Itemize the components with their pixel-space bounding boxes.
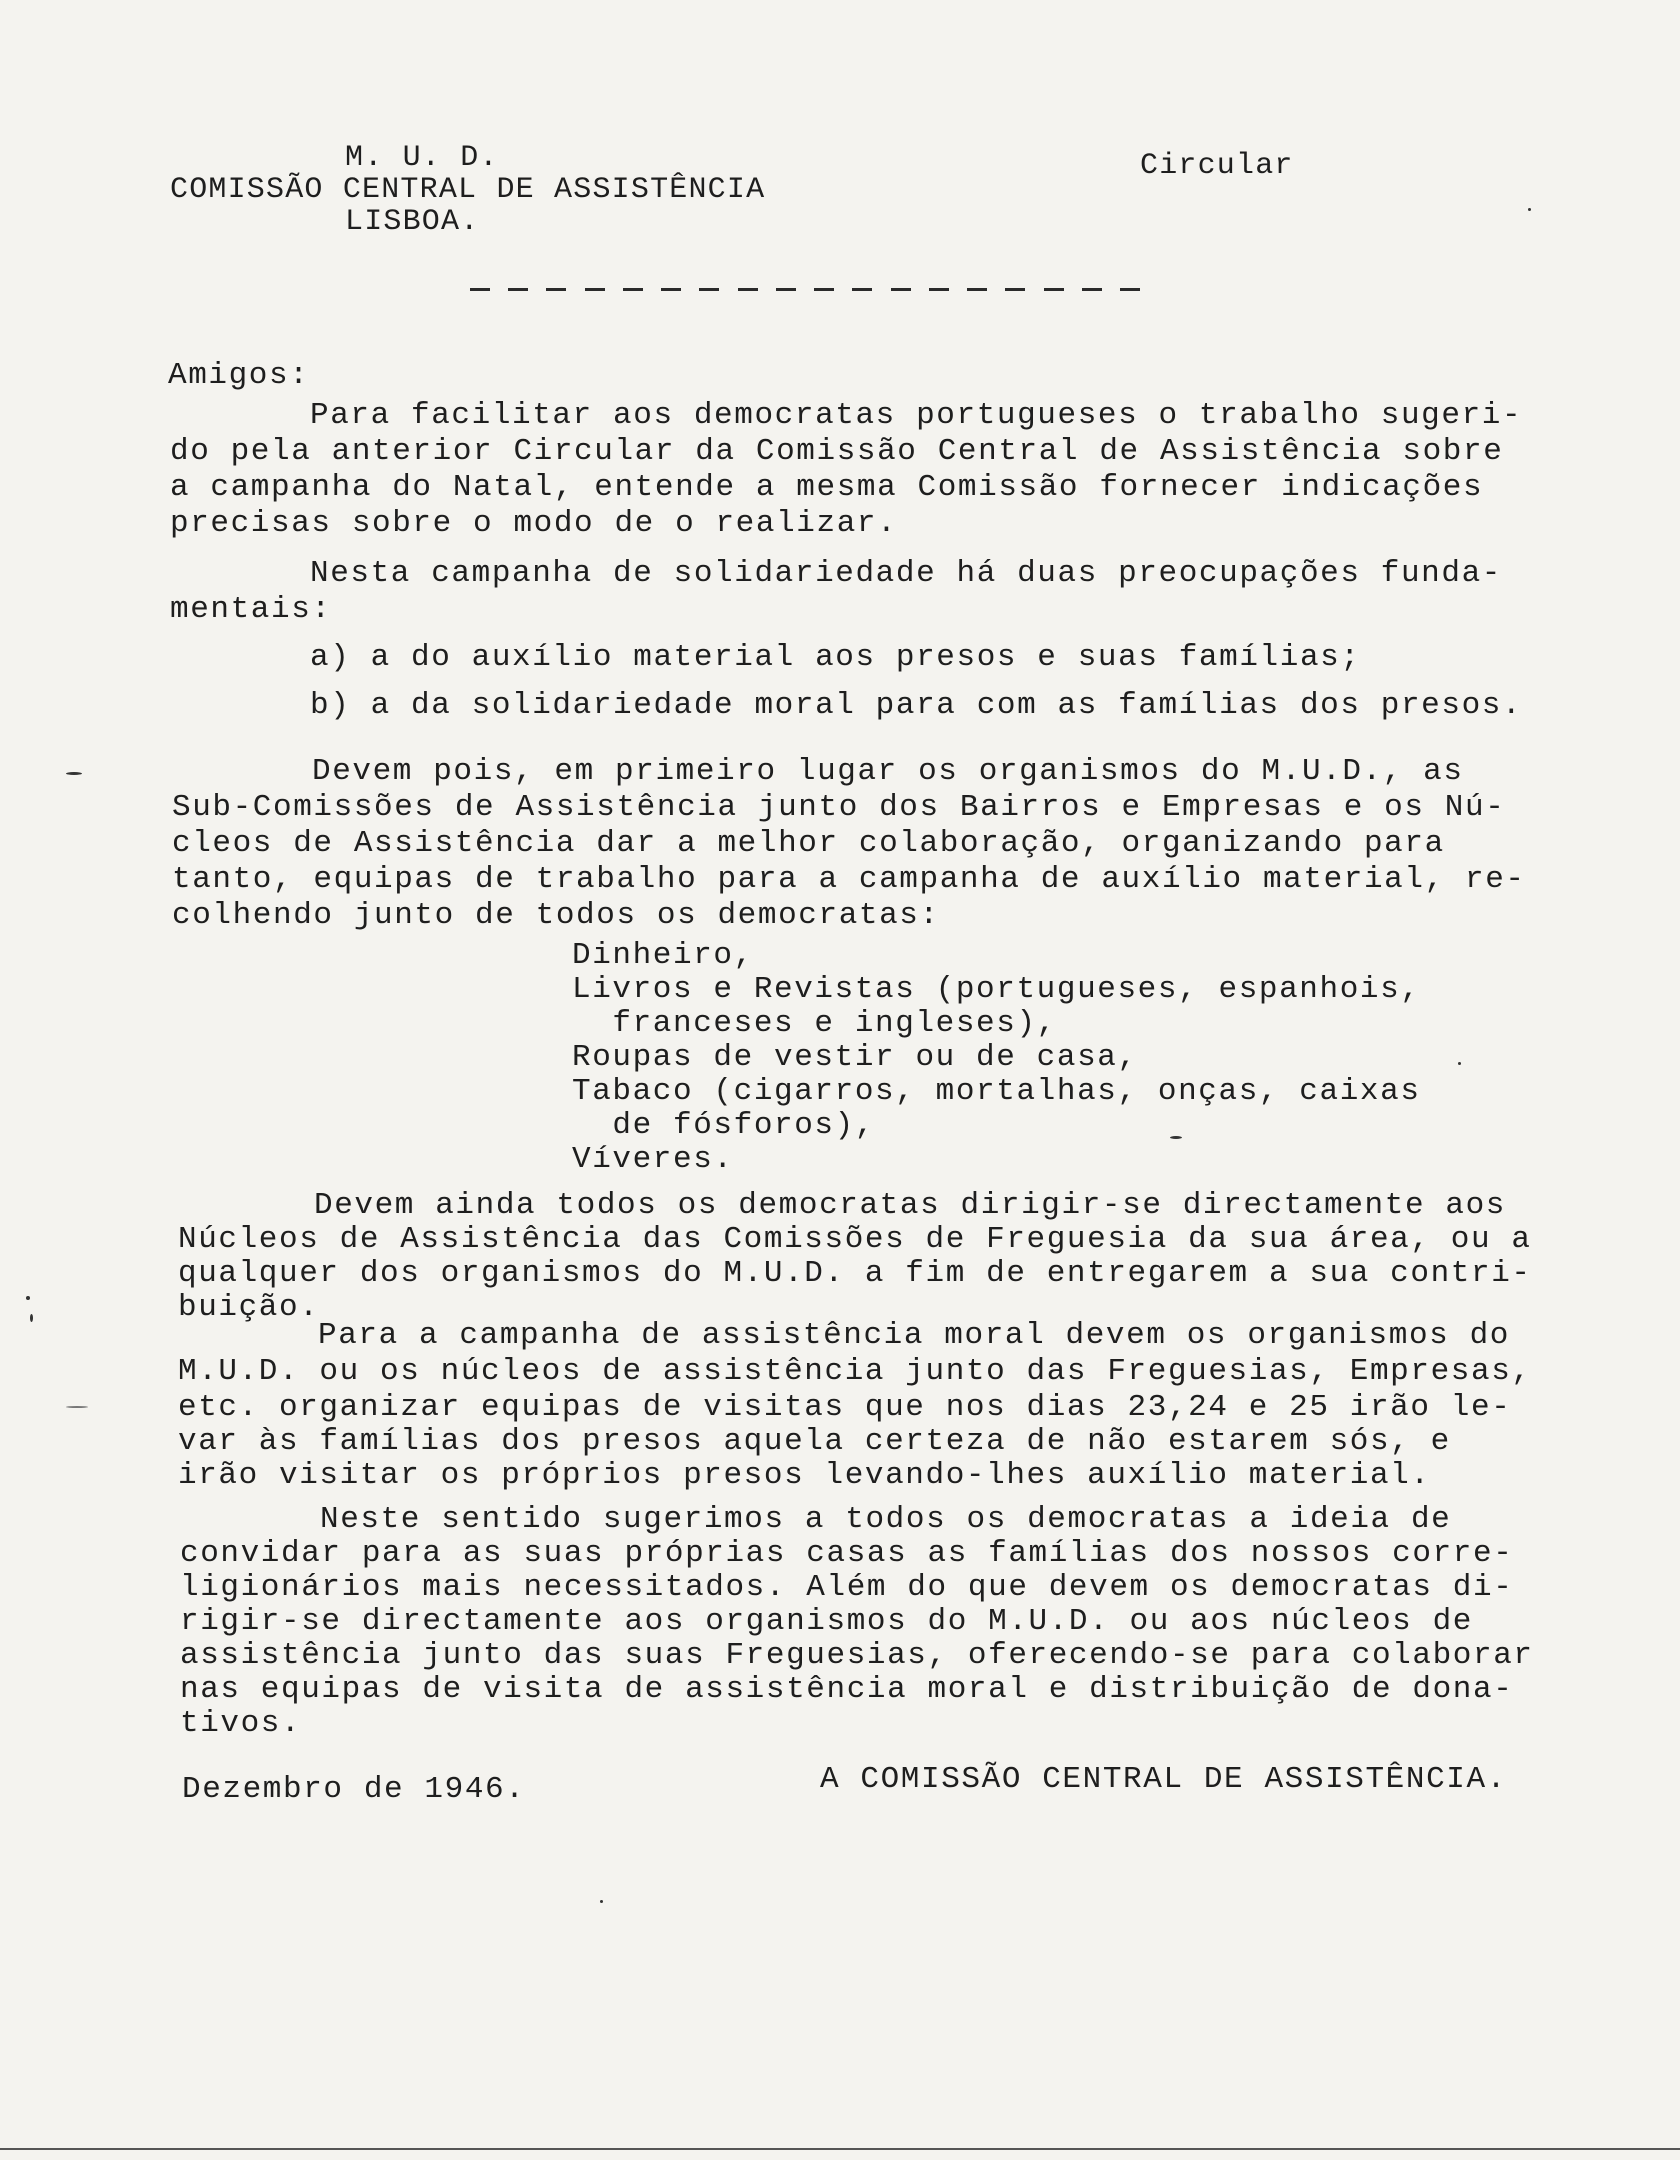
paragraph-4-line: Devem ainda todos os democratas dirigir-se directamente aos — [314, 1188, 1506, 1223]
scan-speck — [30, 1314, 33, 1322]
org-name: COMISSÃO CENTRAL DE ASSISTÊNCIA — [170, 173, 766, 207]
scan-speck — [66, 772, 82, 775]
paragraph-5-line: Para a campanha de assistência moral devem os organismos do — [318, 1318, 1510, 1353]
list-item-a: a) a do auxílio material aos presos e suas famílias; — [310, 640, 1361, 675]
paragraph-4-line: qualquer dos organismos do M.U.D. a fim de entregarem a sua contri- — [178, 1256, 1532, 1291]
paragraph-3-line: tanto, equipas de trabalho para a campanha de auxílio material, re- — [172, 862, 1526, 897]
donation-item: Livros e Revistas (portugueses, espanhois, — [572, 972, 1421, 1007]
donation-item: Víveres. — [572, 1142, 734, 1177]
scan-speck — [66, 1406, 88, 1408]
donation-item: franceses e ingleses), — [572, 1006, 1057, 1041]
paragraph-2-line: mentais: — [170, 592, 332, 627]
paragraph-6-line: nas equipas de visita de assistência moral e distribuição de dona- — [180, 1672, 1514, 1707]
paragraph-4-line: buição. — [178, 1290, 320, 1325]
paragraph-1-line: a campanha do Natal, entende a mesma Comissão fornecer indicações — [170, 470, 1484, 505]
scan-bottom-edge — [0, 2148, 1680, 2150]
donation-item: Tabaco (cigarros, mortalhas, onças, caixas — [572, 1074, 1421, 1109]
donation-item: de fósforos), — [572, 1108, 876, 1143]
document-type: Circular — [1140, 149, 1294, 183]
paragraph-6-line: ligionários mais necessitados. Além do que devem os democratas di- — [180, 1570, 1514, 1605]
paragraph-5-line: var às famílias dos presos aquela certeza de não estarem sós, e — [178, 1424, 1451, 1459]
paragraph-1-line: precisas sobre o modo de o realizar. — [170, 506, 898, 541]
paragraph-3-line: Devem pois, em primeiro lugar os organismos do M.U.D., as — [312, 754, 1464, 789]
scan-speck — [1170, 1136, 1182, 1139]
paragraph-4-line: Núcleos de Assistência das Comissões de Freguesia da sua área, ou a — [178, 1222, 1532, 1257]
paragraph-6-line: rigir-se directamente aos organismos do M.U.D. ou aos núcleos de — [180, 1604, 1473, 1639]
org-city: LISBOA. — [345, 205, 480, 239]
paragraph-6-line: Neste sentido sugerimos a todos os democratas a ideia de — [320, 1502, 1452, 1537]
scan-speck — [1528, 208, 1531, 211]
paragraph-6-line: convidar para as suas próprias casas as famílias dos nossos corre- — [180, 1536, 1514, 1571]
paragraph-1-line: Para facilitar aos democratas portugueses o trabalho sugeri- — [310, 398, 1523, 433]
paragraph-3-line: colhendo junto de todos os democratas: — [172, 898, 940, 933]
paragraph-3-line: cleos de Assistência dar a melhor colaboração, organizando para — [172, 826, 1445, 861]
scan-speck — [26, 1296, 30, 1300]
paragraph-1-line: do pela anterior Circular da Comissão Central de Assistência sobre — [170, 434, 1504, 469]
paragraph-6-line: assistência junto das suas Freguesias, oferecendo-se para colaborar — [180, 1638, 1534, 1673]
separator-dashes — [470, 288, 1140, 294]
document-date: Dezembro de 1946. — [182, 1772, 526, 1807]
paragraph-5-line: etc. organizar equipas de visitas que nos dias 23,24 e 25 irão le- — [178, 1390, 1512, 1425]
paragraph-6-line: tivos. — [180, 1706, 302, 1741]
scan-speck — [600, 1900, 603, 1903]
scan-speck — [1458, 1062, 1461, 1065]
org-acronym: M. U. D. — [345, 141, 499, 175]
donation-item: Dinheiro, — [572, 938, 754, 973]
donation-item: Roupas de vestir ou de casa, — [572, 1040, 1138, 1075]
salutation: Amigos: — [168, 358, 310, 393]
list-item-b: b) a da solidariedade moral para com as famílias dos presos. — [310, 688, 1523, 723]
paragraph-3-line: Sub-Comissões de Assistência junto dos Bairros e Empresas e os Nú- — [172, 790, 1506, 825]
paragraph-5-line: M.U.D. ou os núcleos de assistência junto das Freguesias, Empresas, — [178, 1354, 1532, 1389]
paragraph-2-line: Nesta campanha de solidariedade há duas preocupações funda- — [310, 556, 1502, 591]
signature-line: A COMISSÃO CENTRAL DE ASSISTÊNCIA. — [820, 1762, 1507, 1797]
paragraph-5-line: irão visitar os próprios presos levando-lhes auxílio material. — [178, 1458, 1431, 1493]
